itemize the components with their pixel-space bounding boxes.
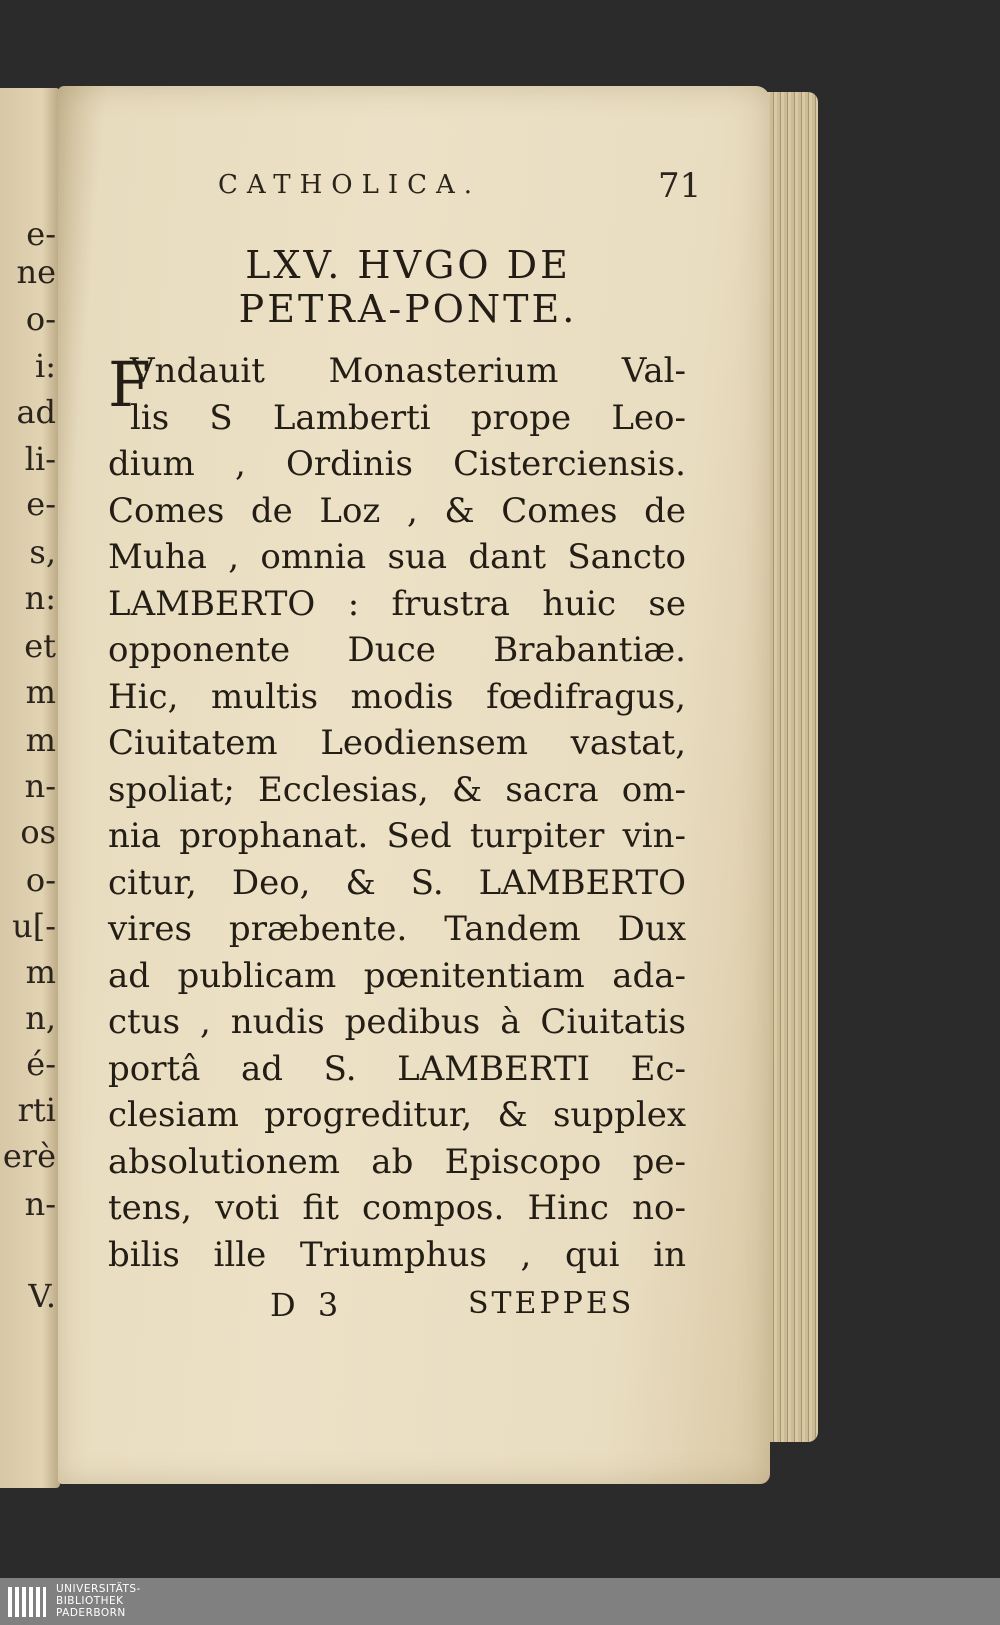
left-page-fragment: s,: [29, 533, 56, 571]
left-page-fragment: u[-: [12, 907, 56, 945]
signature-mark: D 3: [270, 1286, 345, 1324]
body-line: dium , Ordinis Cisterciensis.: [108, 444, 686, 484]
left-page-fragment: m: [25, 953, 56, 991]
left-page-fragment: n,: [25, 999, 56, 1037]
body-line: opponente Duce Brabantiæ.: [108, 630, 686, 670]
left-page-fragment: n-: [24, 767, 56, 805]
drop-cap: F: [108, 348, 152, 421]
left-page-fragment: m: [25, 721, 56, 759]
body-line: vires præbente. Tandem Dux: [108, 909, 686, 949]
library-logo-icon: [6, 1583, 48, 1621]
left-page-fragment: o-: [25, 861, 56, 899]
left-page-fragment: n-: [24, 1185, 56, 1223]
library-footer-bar: [0, 1578, 1000, 1625]
body-line: nia prophanat. Sed turpiter vin-: [108, 816, 686, 856]
body-line: portâ ad S. LAMBERTI Ec-: [108, 1048, 686, 1089]
left-page-fragment: n:: [24, 579, 56, 617]
body-line: Comes de Loz , & Comes de: [108, 490, 686, 531]
book-page: [58, 86, 770, 1484]
left-page-fragment: e-: [26, 485, 56, 523]
body-line: tens, voti fit compos. Hinc no-: [108, 1188, 686, 1228]
body-line: bilis ille Triumphus , qui in: [108, 1234, 686, 1275]
body-line: Vndauit Monasterium Val-: [130, 351, 686, 391]
library-name-line-1: UNIVERSITÄTS-: [56, 1583, 141, 1595]
left-page-fragment: ad: [16, 393, 56, 431]
running-head: CATHOLICA.: [218, 170, 482, 200]
left-page-fragment: li-: [24, 440, 56, 478]
library-name: [56, 1583, 141, 1619]
left-page-fragment: rti: [17, 1091, 56, 1129]
page-number: 71: [658, 166, 702, 206]
left-page-fragment: et: [24, 627, 56, 665]
body-line: Muha , omnia sua dant Sancto: [108, 537, 686, 577]
left-page-fragment: V.: [28, 1277, 56, 1315]
body-line: clesiam progreditur, & supplex: [108, 1095, 686, 1135]
left-page-fragment: erè: [2, 1137, 56, 1175]
body-line: ad publicam pœnitentiam ada-: [108, 955, 686, 996]
body-line: LAMBERTO : frustra huic se: [108, 583, 686, 624]
left-page-fragment: ne: [16, 253, 56, 291]
library-name-line-2: BIBLIOTHEK: [56, 1595, 124, 1607]
left-page-edge: [0, 88, 60, 1488]
body-line: spoliat; Ecclesias, & sacra om-: [108, 769, 686, 810]
left-page-fragment: o-: [25, 300, 56, 338]
body-line: Hic, multis modis fœdifragus,: [108, 676, 686, 717]
chapter-title-line-2: PETRA-PONTE.: [238, 287, 578, 331]
body-line: ctus , nudis pedibus à Ciuitatis: [108, 1002, 686, 1042]
body-line: citur, Deo, & S. LAMBERTO: [108, 862, 686, 903]
left-page-fragment: e-: [26, 215, 56, 253]
body-line: absolutionem ab Episcopo pe-: [108, 1141, 686, 1182]
left-page-fragment: i:: [34, 347, 56, 385]
body-line: Ciuitatem Leodiensem vastat,: [108, 723, 686, 763]
left-page-fragment: os: [20, 813, 56, 851]
chapter-title-line-1: LXV. HVGO DE: [245, 243, 571, 287]
left-page-fragment: é-: [26, 1045, 56, 1083]
body-line: lis S Lamberti prope Leo-: [130, 397, 686, 438]
catchword: STEPPES: [468, 1286, 635, 1321]
left-page-fragment: m: [25, 673, 56, 711]
library-name-line-3: PADERBORN: [56, 1607, 126, 1619]
